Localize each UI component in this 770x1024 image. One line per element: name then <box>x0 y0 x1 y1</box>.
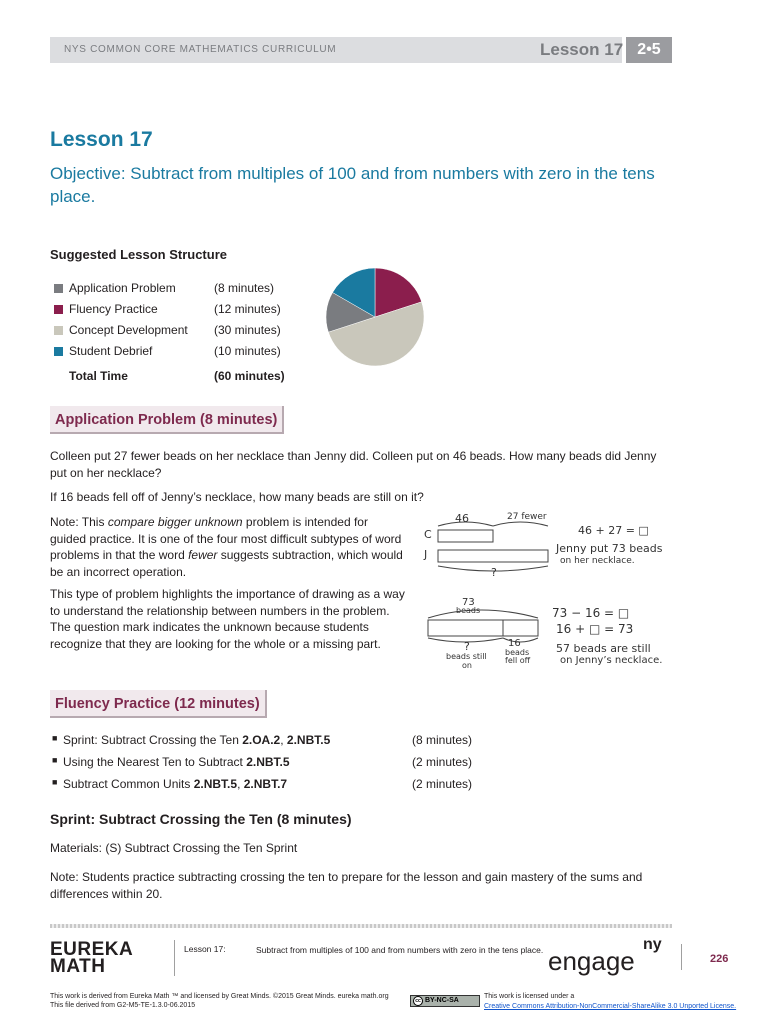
application-note: Note: This compare bigger unknown problem is intended for guided practice. It is one of the four most difficult subtypes of word problems in that the word fewer suggests subtraction, which would be an incorrect operation. <box>50 515 403 579</box>
sketch-46: 46 <box>455 512 469 525</box>
structure-name: Application Problem <box>69 281 176 295</box>
brace-27-fewer <box>493 522 548 526</box>
sketch-27-fewer: 27 fewer <box>507 512 547 522</box>
creative-commons-badge[interactable]: cc BY-NC-SA <box>410 995 480 1007</box>
total-label: Total Time <box>69 369 128 383</box>
page-number: 226 <box>710 953 729 965</box>
application-text-1: Colleen put 27 fewer beads on her necklace than Jenny did. Colleen put on 46 beads. How many beads did Jenny put on her necklace? <box>50 449 657 480</box>
sketch2-eq1: 73 − 16 = □ <box>552 606 630 620</box>
application-text-2: If 16 beads fell off of Jenny’s necklace, how many beads are still on it? <box>50 490 424 504</box>
sketch2-eq2: 16 + □ = 73 <box>556 622 634 636</box>
sprint-note: Note: Students practice subtracting crossing the ten to prepare for the lesson and gain mastery of the sums and differences within 20. <box>50 870 643 901</box>
footer-divider <box>174 940 175 976</box>
footer-lesson: Lesson 17: <box>184 944 226 954</box>
sketch-c: C <box>424 528 432 541</box>
sketch2-16: 16 <box>508 638 521 649</box>
sprint-materials: Materials: (S) Subtract Crossing the Ten Sprint <box>50 841 298 855</box>
lesson-structure-pie-chart <box>325 267 425 367</box>
sketch-j: J <box>424 548 428 561</box>
footer-rule <box>50 924 672 928</box>
structure-time: (12 minutes) <box>214 302 281 316</box>
fluency-practice-heading: Fluency Practice (12 minutes) <box>50 690 267 718</box>
eureka-math-logo: EUREKA MATH <box>50 939 134 977</box>
application-problem-heading: Application Problem (8 minutes) <box>50 406 284 434</box>
total-time: (60 minutes) <box>214 369 285 383</box>
sketch-q: ? <box>491 566 497 579</box>
structure-time: (30 minutes) <box>214 323 281 337</box>
header-lesson: Lesson 17 <box>540 40 624 59</box>
page-title: Lesson 17 <box>50 128 153 151</box>
sketch-equation: 46 + 27 = □ <box>578 524 649 537</box>
application-text-4: This type of problem highlights the importance of drawing as a way to understand the relationship between numbers in the problem. The question mark indicates the unknown because students recognize that they are looking for the whole or a missing part. <box>50 587 405 651</box>
colleen-bar <box>438 530 493 542</box>
tape-diagram-sketch-1 <box>420 512 550 582</box>
total-bar <box>428 620 538 636</box>
legend-swatch <box>54 305 63 314</box>
sketch2-beads-still: beads still <box>446 652 487 661</box>
brace-73 <box>428 610 538 618</box>
footer-divider-2 <box>681 944 682 970</box>
engageny-logo: engage <box>548 946 635 976</box>
structure-time: (10 minutes) <box>214 344 281 358</box>
sketch2-beads: beads <box>456 606 481 615</box>
structure-time: (8 minutes) <box>214 281 275 295</box>
fluency-time: (2 minutes) <box>412 755 473 769</box>
objective: Objective: Subtract from multiples of 100 and from numbers with zero in the tens place. <box>50 164 655 206</box>
jenny-bar <box>438 550 548 562</box>
structure-name: Fluency Practice <box>69 302 158 316</box>
bullet-icon: ■ <box>52 777 58 787</box>
structure-name: Concept Development <box>69 323 188 337</box>
curriculum-label: NYS COMMON CORE MATHEMATICS CURRICULUM <box>64 44 337 55</box>
structure-name: Student Debrief <box>69 344 153 358</box>
tape-diagram-sketch-2 <box>420 598 550 658</box>
sketch2-73: 73 <box>462 597 475 608</box>
legend-swatch <box>54 284 63 293</box>
sprint-heading: Sprint: Subtract Crossing the Ten (8 minutes) <box>50 811 352 827</box>
sketch-answer-2: on her necklace. <box>560 556 635 566</box>
license-link[interactable]: Creative Commons Attribution-NonCommercial-ShareAlike 3.0 Unported License. <box>484 1003 737 1010</box>
fluency-time: (2 minutes) <box>412 777 473 791</box>
sketch2-fell-off: fell off <box>505 656 531 665</box>
sketch2-answer-2: on Jenny’s necklace. <box>560 655 663 666</box>
sketch2-on: on <box>462 661 472 670</box>
legend-swatch <box>54 326 63 335</box>
footer-objective: Subtract from multiples of 100 and from numbers with zero in the tens place. <box>256 945 544 955</box>
module-badge: 2•5 <box>626 37 672 63</box>
fluency-time: (8 minutes) <box>412 733 473 747</box>
bullet-icon: ■ <box>52 733 58 743</box>
license-text: This work is licensed under a <box>484 993 575 1000</box>
sketch-answer-1: Jenny put 73 beads <box>556 542 663 555</box>
cc-icon: cc <box>413 996 423 1006</box>
sketch2-answer-1: 57 beads are still <box>556 642 651 655</box>
legend-swatch <box>54 347 63 356</box>
sketch2-q: ? <box>464 640 470 653</box>
structure-heading: Suggested Lesson Structure <box>50 247 227 262</box>
footer-credit: This work is derived from Eureka Math ™ and licensed by Great Minds. ©2015 Great Minds. eureka math.org This file derived from G2-M5-TE-1.3.0-06.2015 <box>50 993 389 1009</box>
engageny-logo-ny: ny <box>643 936 662 953</box>
sketch2-beads-part: beads <box>505 648 530 657</box>
bullet-icon: ■ <box>52 755 58 765</box>
